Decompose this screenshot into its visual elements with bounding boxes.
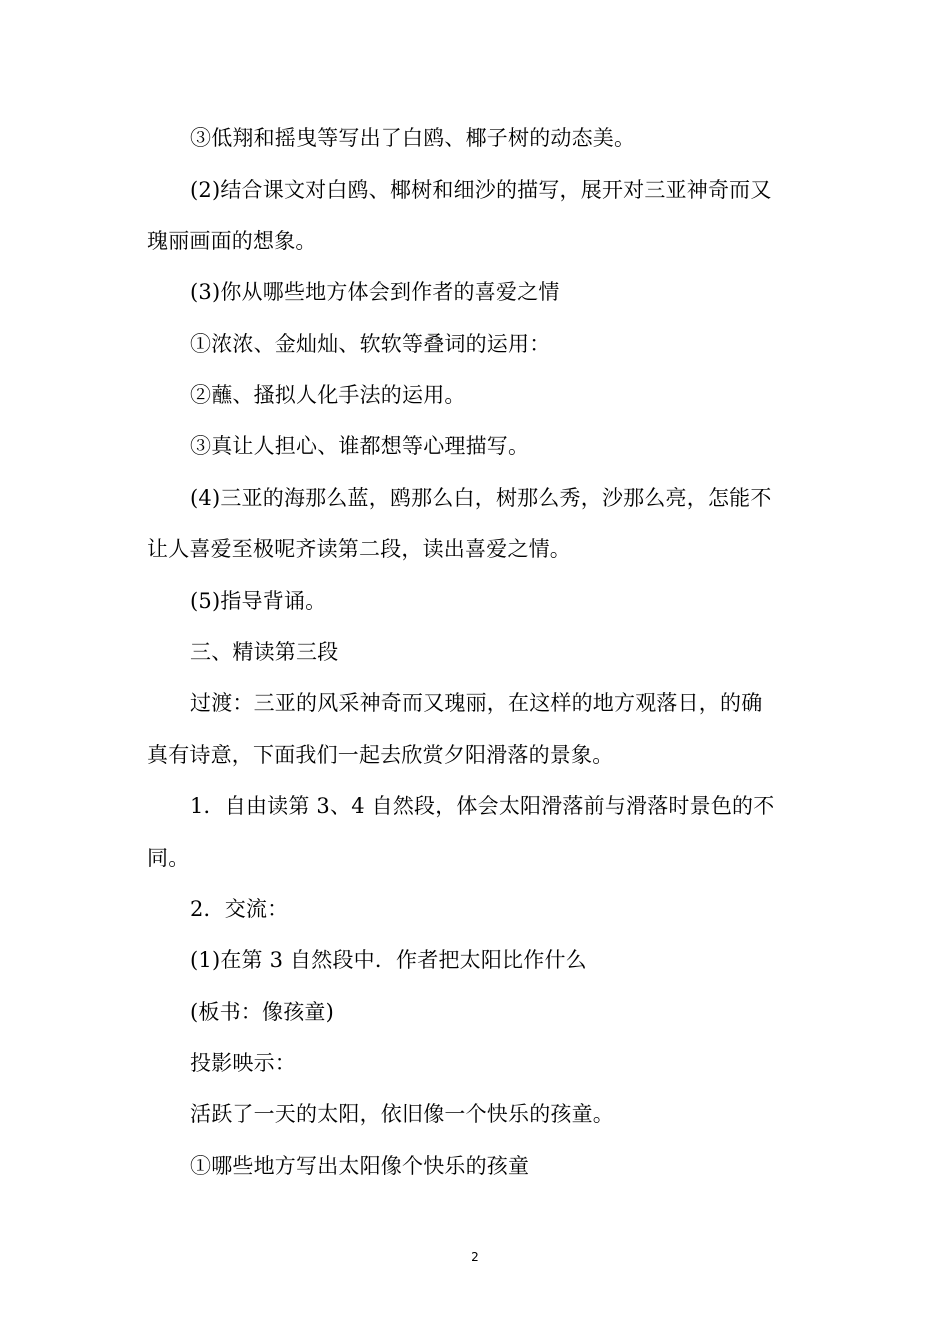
- text-line: 1．自由读第 3、4 自然段，体会太阳滑落前与滑落时景色的不: [190, 794, 775, 818]
- text-line: (2)结合课文对白鸥、椰树和细沙的描写，展开对三亚神奇而又: [190, 178, 772, 202]
- text-line: ①哪些地方写出太阳像个快乐的孩童: [190, 1154, 530, 1178]
- text-line: ①浓浓、金灿灿、软软等叠词的运用：: [190, 332, 551, 356]
- text-line: 投影映示：: [190, 1051, 296, 1075]
- text-line: (板书：像孩童): [190, 1000, 334, 1024]
- text-line: (1)在第 3 自然段中．作者把太阳比作什么: [190, 948, 587, 972]
- text-line: 过渡：三亚的风采神奇而又瑰丽，在这样的地方观落日，的确: [190, 691, 763, 715]
- section-heading: 三、精读第三段: [190, 640, 339, 664]
- text-line: (4)三亚的海那么蓝，鸥那么白，树那么秀，沙那么亮，怎能不: [190, 486, 772, 510]
- text-line: 瑰丽画面的想象。: [147, 229, 317, 253]
- text-line: 同。: [147, 846, 190, 870]
- page-number: 2: [471, 1250, 479, 1264]
- text-line: 2．交流：: [190, 897, 289, 921]
- text-line: ②蘸、搔拟人化手法的运用。: [190, 383, 466, 407]
- text-line: 让人喜爱至极呢齐读第二段，读出喜爱之情。: [147, 537, 571, 561]
- text-line: (5)指导背诵。: [190, 589, 327, 613]
- text-line: ③低翔和摇曳等写出了白鸥、椰子树的动态美。: [190, 126, 636, 150]
- text-line: 真有诗意，下面我们一起去欣赏夕阳滑落的景象。: [147, 743, 614, 767]
- text-line: (3)你从哪些地方体会到作者的喜爱之情: [190, 280, 560, 304]
- text-line: 活跃了一天的太阳，依旧像一个快乐的孩童。: [190, 1102, 614, 1126]
- text-line: ③真让人担心、谁都想等心理描写。: [190, 434, 530, 458]
